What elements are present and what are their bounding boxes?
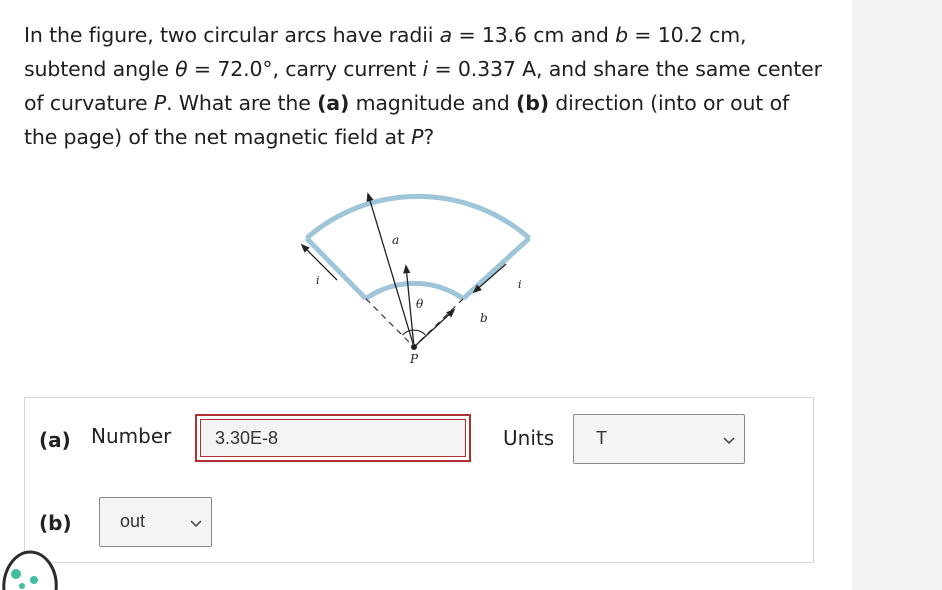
inner-arc (366, 283, 463, 298)
symbol-i: i (422, 57, 429, 81)
number-label: Number (91, 424, 172, 448)
part-a-label: (a) (39, 428, 71, 452)
assistant-bot-icon[interactable] (0, 540, 60, 590)
label-a: a (392, 233, 400, 247)
direction-select[interactable] (99, 497, 212, 547)
point-p (411, 344, 417, 350)
number-input-value: 3.30E-8 (215, 428, 279, 448)
label-p: P (410, 352, 419, 366)
chevron-down-icon (722, 433, 736, 447)
symbol-b: b (615, 23, 628, 47)
theta-angle-arc (403, 330, 426, 335)
label-i-left: i (316, 274, 320, 287)
chevron-down-icon (189, 516, 203, 530)
symbol-a: a (439, 23, 453, 47)
arcs-figure (296, 180, 536, 370)
label-theta: θ (416, 297, 424, 311)
question-text-part: = 0.337 A, and share the same center of curvature (24, 57, 822, 115)
answer-panel (24, 397, 814, 563)
wire-loop (307, 196, 530, 298)
symbol-p: P (153, 91, 167, 115)
current-arrow-right (474, 264, 506, 292)
question-text (24, 18, 824, 154)
symbol-theta: θ (175, 57, 188, 81)
units-label: Units (503, 426, 555, 450)
radius-b-arrow (414, 310, 454, 347)
number-answer-input[interactable] (195, 414, 471, 462)
units-select-value: T (596, 428, 607, 448)
question-text-part: = 72.0°, carry current (187, 57, 423, 81)
question-text-part: . What are the (166, 91, 318, 115)
part-a-ref: (a) (317, 91, 350, 115)
question-text-part: In the figure, two circular arcs have radii (24, 23, 440, 47)
units-select[interactable] (573, 414, 745, 464)
part-b-ref: (b) (515, 91, 549, 115)
question-text-part: magnitude and (349, 91, 516, 115)
question-text-part: = 13.6 cm and (452, 23, 616, 47)
question-text-part: ? (423, 125, 435, 149)
left-radial-wire (307, 238, 366, 299)
part-b-label: (b) (39, 511, 72, 535)
label-b: b (480, 311, 488, 325)
outer-arc (307, 196, 530, 238)
label-i-right: i (518, 278, 522, 291)
question-text-part: = 10.2 cm, subtend angle (24, 23, 747, 81)
right-margin-panel (852, 0, 942, 590)
direction-select-value: out (120, 511, 146, 531)
symbol-p: P (411, 125, 424, 149)
question-text-part: direction (into or out of the page) of the net magnetic field at (24, 91, 790, 149)
